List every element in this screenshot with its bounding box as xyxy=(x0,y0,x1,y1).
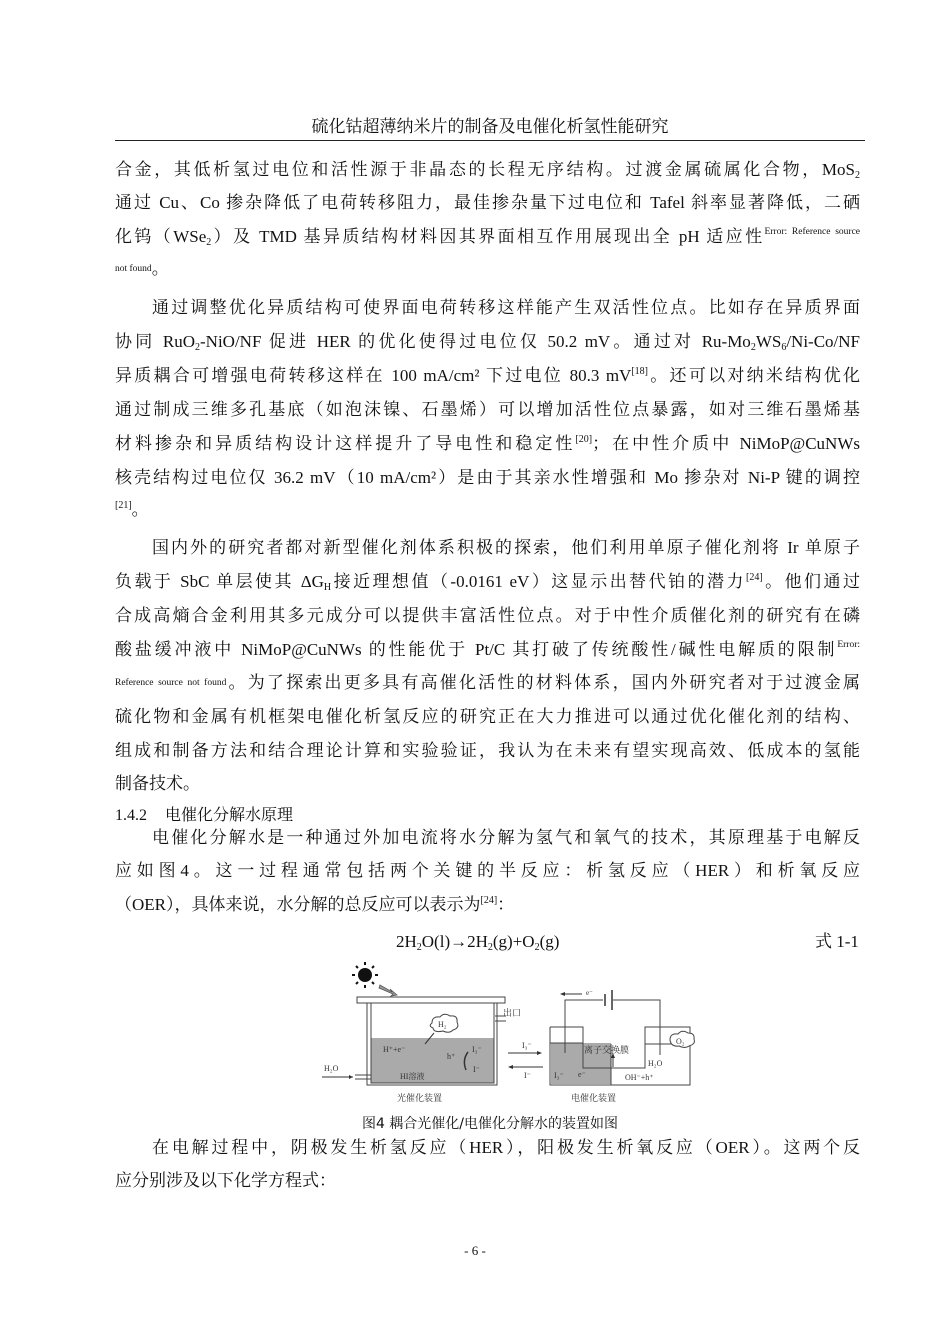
text-run: （OER），具体来说，水分解的总反应可以表示为 xyxy=(115,895,481,914)
text-run: (g) xyxy=(539,932,560,951)
label-electron-cell: e⁻ xyxy=(578,1070,586,1079)
subscript: 2 xyxy=(195,342,200,353)
text-run: 负载于 SbC 单层使其 ΔG xyxy=(115,572,324,591)
text-run: ）及 TMD 基异质结构材料因其界面相互作用展现出全 pH 适应性 xyxy=(211,227,765,246)
citation-ref: [18] xyxy=(631,366,649,377)
label-electrocatalytic-device: 电催化装置 xyxy=(571,1093,617,1103)
label-outlet: 出口 xyxy=(503,1008,522,1018)
equation-label: 式 1-1 xyxy=(815,932,859,951)
label-ion-exchange-membrane: 离子交换膜 xyxy=(584,1045,630,1055)
sun-icon xyxy=(352,962,378,988)
label-h2o-inlet: H₂O xyxy=(324,1064,339,1073)
subscript: 6 xyxy=(781,342,787,353)
text-line xyxy=(115,432,860,456)
text-run: 通过 Cu、Co 掺杂降低了电荷转移阻力，最佳掺杂量下过电位和 Tafel 斜率显著降低，二硒 xyxy=(115,193,860,212)
text-run: 硫化物和金属有机框架电催化析氢反应的研究正在大力推进可以通过优化催化剂的结构、 xyxy=(115,707,860,726)
text-line xyxy=(115,604,860,628)
text-run: WS xyxy=(755,332,782,351)
text-line xyxy=(115,225,860,249)
reference-error-note: Reference source not found xyxy=(115,678,227,688)
figure-device-diagram xyxy=(320,960,700,1110)
label-h-plus: h⁺ xyxy=(447,1052,456,1061)
citation-ref: [24] xyxy=(745,572,763,583)
section-number: 1.4.2 xyxy=(115,807,147,824)
subscript: 2 xyxy=(416,942,422,953)
running-header: 硫化钴超薄纳米片的制备及电催化析氢性能研究 xyxy=(311,117,669,136)
text-line xyxy=(115,859,860,883)
text-line xyxy=(115,466,860,490)
text-line xyxy=(115,570,860,594)
text-run: 接近理想值（-0.0161 eV）这显示出替代铂的潜力 xyxy=(331,572,746,591)
text-run: 应分别涉及以下化学方程式： xyxy=(115,1171,336,1190)
text-run: (g)+O xyxy=(492,932,535,951)
text-line xyxy=(115,257,860,281)
text-run: 组成和制备方法和结合理论计算和实验验证，我认为在未来有望实现高效、低成本的氢能 xyxy=(115,741,860,760)
text-run: 核壳结构过电位仅 36.2 mV（10 mA/cm²）是由于其亲水性增强和 Mo 掺杂对 Ni-P 键的调控 xyxy=(115,468,860,487)
text-run: 协同 RuO xyxy=(115,332,195,351)
label-i3-transfer: I₃⁻ xyxy=(522,1041,532,1050)
label-oh-h: OH⁻+h⁺ xyxy=(625,1073,654,1082)
text-line xyxy=(115,158,860,182)
text-run: -NiO/NF 促进 HER 的优化使得过电位仅 50.2 mV。通过对 Ru-Mo xyxy=(200,332,751,351)
text-line xyxy=(115,330,860,354)
subscript: 2 xyxy=(206,237,212,248)
label-h-plus-e: H⁺+e⁻ xyxy=(383,1045,406,1054)
label-h2o: H₂O xyxy=(648,1059,663,1068)
label-i-minus: I⁻ xyxy=(473,1065,480,1074)
text-run: 异质耦合可增强电荷转移这样在 100 mA/cm² 下过电位 80.3 mV xyxy=(115,366,632,385)
text-line xyxy=(115,498,860,522)
section-title: 电催化分解水原理 xyxy=(165,805,294,824)
text-line xyxy=(152,296,860,320)
page-number: - 6 - xyxy=(464,1243,486,1258)
text-line xyxy=(115,671,860,695)
text-run: 酸盐缓冲液中 NiMoP@CuNWs 的性能优于 Pt/C 其打破了传统酸性/碱性电解质的限制 xyxy=(115,640,838,659)
header-divider xyxy=(115,140,865,141)
text-line xyxy=(115,364,860,388)
text-run: 制备技术。 xyxy=(115,774,200,793)
label-o2: O₂ xyxy=(676,1037,685,1046)
text-run: 。为了探索出更多具有高催化活性的材料体系，国内外研究者对于过渡金属 xyxy=(226,673,861,692)
text-run: 合金，其低析氢过电位和活性源于非晶态的长程无序结构。过渡金属硫属化合物，MoS xyxy=(115,160,855,179)
text-run: 合成高熵合金利用其多元成分可以提供丰富活性位点。对于中性介质催化剂的研究有在磷 xyxy=(115,606,860,625)
text-run: 在电解过程中，阴极发生析氢反应（HER），阳极发生析氧反应（OER）。这两个反 xyxy=(152,1138,860,1157)
text-run: 。他们通过 xyxy=(762,572,860,591)
reference-error-note: Error: Reference source xyxy=(764,227,860,237)
equation xyxy=(396,930,559,954)
text-run: 材料掺杂和异质结构设计这样提升了导电性和稳定性 xyxy=(115,434,576,453)
text-run: 国内外的研究者都对新型催化剂体系积极的探索，他们利用单原子催化剂将 Ir 单原子 xyxy=(152,538,860,557)
text-run: 应如图4。这一过程通常包括两个关键的半反应：析氢反应（HER）和析氧反应 xyxy=(115,861,860,880)
label-i3: I₃⁻ xyxy=(472,1045,482,1054)
light-arrow-icon xyxy=(379,985,397,996)
text-run: 。 xyxy=(151,259,169,278)
text-line xyxy=(115,893,860,917)
text-run: 化钨（WSe xyxy=(115,227,207,246)
text-run: /Ni-Co/NF xyxy=(786,332,860,351)
text-run: O(l)→2H xyxy=(421,932,488,951)
text-run: 。 xyxy=(131,500,149,519)
subscript: 2 xyxy=(750,342,756,353)
text-run: 通过制成三维多孔基底（如泡沫镍、石墨烯）可以增加活性位点暴露，如对三维石墨烯基 xyxy=(115,400,860,419)
subscript: 2 xyxy=(487,942,493,953)
text-line xyxy=(115,772,860,796)
text-run: 电催化分解水是一种通过外加电流将水分解为氢气和氧气的技术，其原理基于电解反 xyxy=(152,828,860,847)
label-hi-solution: HI溶液 xyxy=(400,1072,425,1081)
text-line xyxy=(152,1136,860,1160)
text-run: ： xyxy=(497,895,515,914)
text-line xyxy=(115,705,860,729)
citation-ref: [24] xyxy=(480,895,498,906)
section-heading xyxy=(115,803,860,827)
label-i-transfer: I⁻ xyxy=(524,1071,531,1080)
text-line xyxy=(152,536,860,560)
label-electron: e⁻ xyxy=(586,989,593,997)
text-run: 。还可以对纳米结构优化 xyxy=(648,366,861,385)
text-line xyxy=(115,398,860,422)
text-run: ；在中性介质中 NiMoP@CuNWs xyxy=(592,434,860,453)
subscript: 2 xyxy=(534,942,540,953)
subscript: H xyxy=(323,582,332,593)
citation-ref: [20] xyxy=(575,434,593,445)
text-line xyxy=(115,1169,860,1193)
reference-error-note: not found xyxy=(115,264,152,274)
label-i3-cell: I₃⁻ xyxy=(554,1071,564,1080)
citation-ref: [21] xyxy=(115,500,132,511)
figure-caption: 图4 耦合光催化/电催化分解水的装置如图 xyxy=(361,1116,619,1132)
text-line xyxy=(115,739,860,763)
label-h2: H₂ xyxy=(438,1020,447,1029)
text-line xyxy=(152,826,860,850)
label-photocatalytic-device: 光催化装置 xyxy=(397,1093,443,1103)
reference-error-note: Error: xyxy=(837,640,860,650)
subscript: 2 xyxy=(855,170,860,181)
text-run: 通过调整优化异质结构可使界面电荷转移这样能产生双活性位点。比如存在异质界面 xyxy=(152,298,860,317)
text-line xyxy=(115,191,860,215)
text-run: 2H xyxy=(396,932,417,951)
text-line xyxy=(115,638,860,662)
